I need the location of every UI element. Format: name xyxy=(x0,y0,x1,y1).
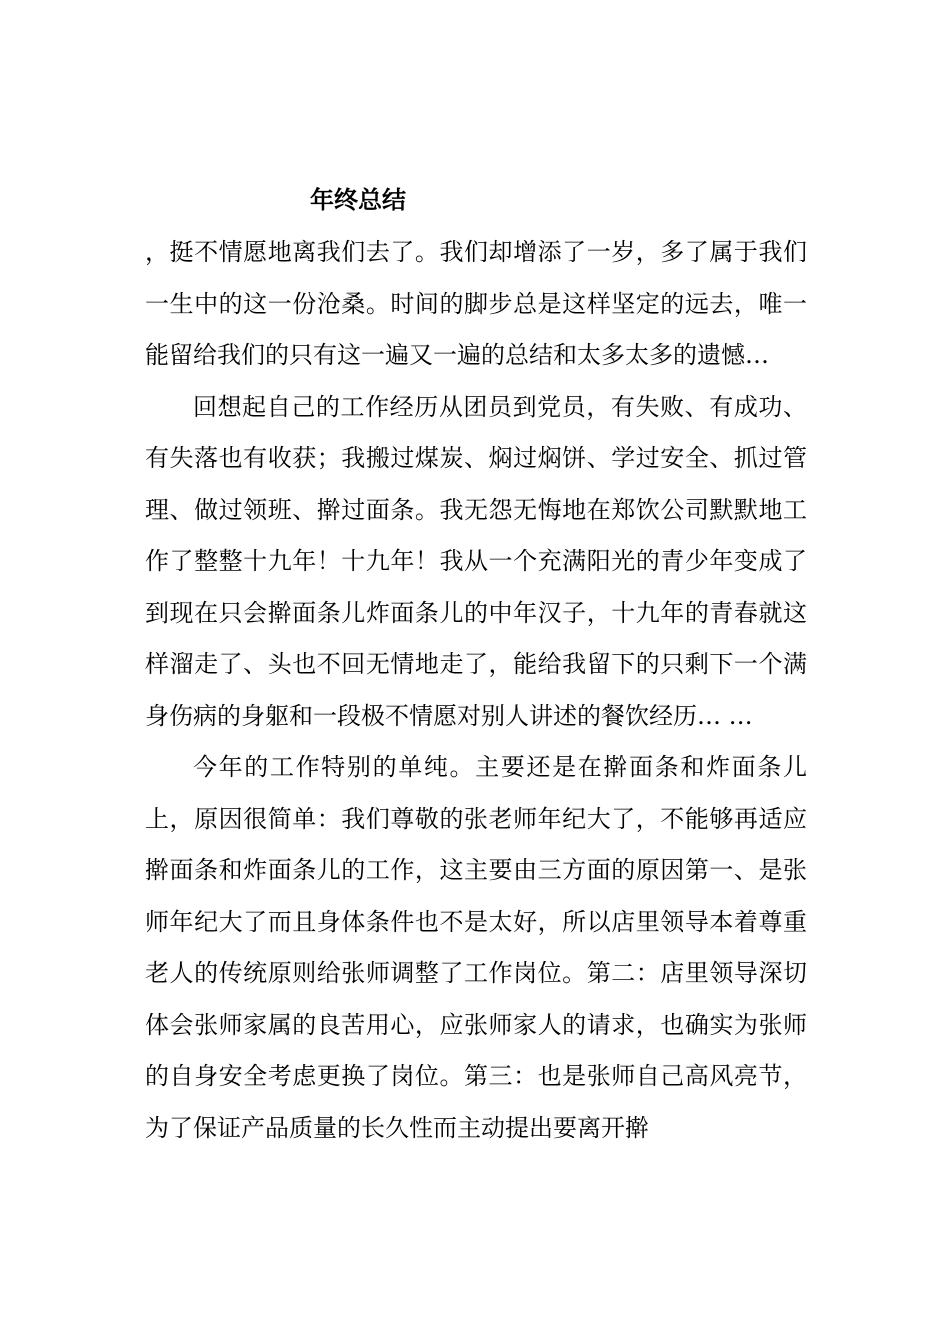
paragraph-2: 回想起自己的工作经历从团员到党员，有失败、有成功、有失落也有收获；我搬过煤炭、焖过焖饼、学过安全、抓过管理、做过领班、擀过面条。我无怨无悔地在郑饮公司默默地工作了整整十九年！十九年！我从一个充满阳光的青少年变成了到现在只会擀面条儿炸面条儿的中年汉子，十九年的青春就这样溜走了、头也不回无情地走了，能给我留下的只剩下一个满身伤病的身躯和一段极不情愿对别人讲述的餐饮经历… … xyxy=(145,392,807,730)
document-title: 年终总结 xyxy=(310,186,406,214)
paragraph-1: ，挺不情愿地离我们去了。我们却增添了一岁，多了属于我们一生中的这一份沧桑。时间的脚步总是这样坚定的远去，唯一能留给我们的只有这一遍又一遍的总结和太多太多的遗憾… xyxy=(145,238,807,369)
document-body xyxy=(145,227,807,1154)
paragraph-3: 今年的工作特别的单纯。主要还是在擀面条和炸面条儿上，原因很简单：我们尊敬的张老师年纪大了，不能够再适应擀面条和炸面条儿的工作，这主要由三方面的原因第一、是张师年纪大了而且身体条件也不是太好，所以店里领导本着尊重老人的传统原则给张师调整了工作岗位。第二：店里领导深切体会张师家属的良苦用心，应张师家人的请求，也确实为张师的自身安全考虑更换了岗位。第三：也是张师自己高风亮节，为了保证产品质量的长久性而主动提出要离开擀 xyxy=(145,753,807,1142)
